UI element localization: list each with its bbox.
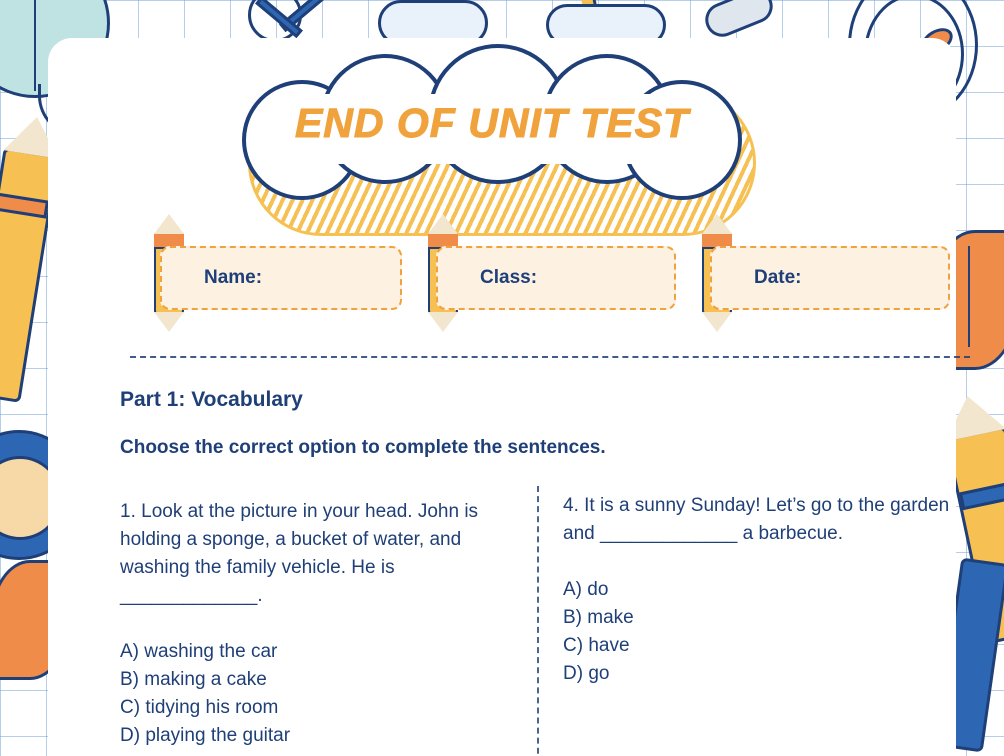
option-b[interactable]: B) making a cake (120, 669, 267, 690)
class-field-label: Class: (480, 267, 538, 288)
instruction-text: Choose the correct option to complete the sentences. (120, 437, 606, 458)
column-divider (537, 486, 539, 756)
option-a[interactable]: A) do (563, 579, 609, 600)
question-text: 1. Look at the picture in your head. John is holding a sponge, a bucket of water, and washing the family vehicle. He is _____________. (120, 501, 479, 606)
date-field[interactable] (710, 246, 950, 310)
part-title: Part 1: Vocabulary (120, 388, 303, 411)
date-field-label: Date: (754, 267, 802, 288)
option-d[interactable]: D) playing the guitar (120, 725, 291, 746)
name-field-label: Name: (204, 267, 263, 288)
option-c[interactable]: C) have (563, 635, 630, 656)
student-info-fields (120, 238, 980, 320)
class-field[interactable] (436, 246, 676, 310)
question-column-left (120, 498, 518, 750)
section-divider (130, 356, 970, 358)
worksheet-sheet (48, 38, 956, 756)
option-c[interactable]: C) tidying his room (120, 697, 279, 718)
question-text: 4. It is a sunny Sunday! Let’s go to the garden and _____________ a barbecue. (563, 495, 950, 544)
question-options (563, 576, 961, 688)
option-b[interactable]: B) make (563, 607, 634, 628)
option-a[interactable]: A) washing the car (120, 641, 278, 662)
title-banner (242, 50, 762, 230)
name-field[interactable] (160, 246, 402, 310)
question-column-right (563, 492, 961, 688)
option-d[interactable]: D) go (563, 663, 610, 684)
page-title: END OF UNIT TEST (294, 100, 690, 146)
question-options (120, 638, 518, 750)
